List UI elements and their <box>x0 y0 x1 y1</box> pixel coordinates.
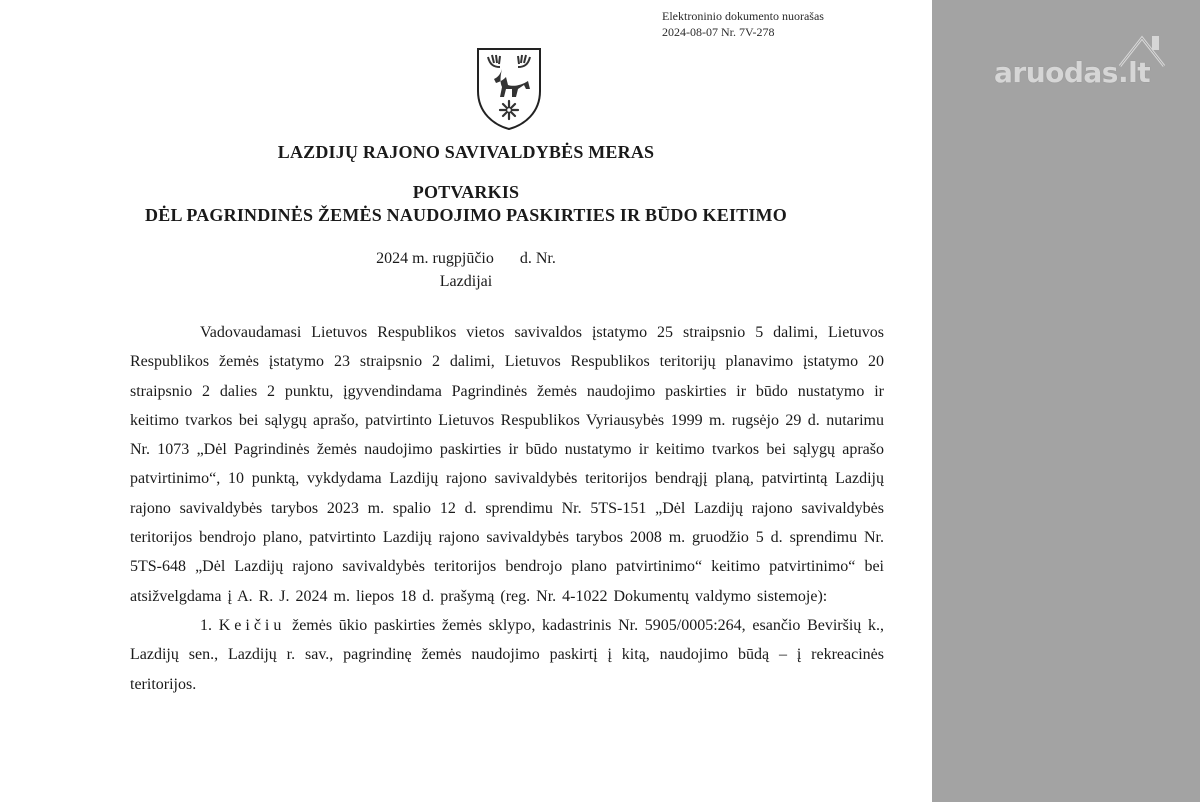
subject-heading: DĖL PAGRINDINĖS ŽEMĖS NAUDOJIMO PASKIRTIES IR BŪDO KEITIMO <box>145 205 787 225</box>
item-1-text: žemės ūkio paskirties žemės sklypo, kadastrinis Nr. 5905/0005:264, esančio Beviršių k., Lazdijų sen., Lazdijų r. sav., pagrindinę žemės naudojimo paskirtį į kitą, naudojimo būdą – į rekreacinės teritorijos. <box>130 616 885 693</box>
issuer-heading: LAZDIJŲ RAJONO SAVIVALDYBĖS MERAS <box>277 142 655 162</box>
paragraph-1: Vadovaudamasi Lietuvos Respublikos vietos savivaldos įstatymo 25 straipsnio 5 dalimi, Lietuvos Respublikos žemės įstatymo 23 straipsnio 2 dalimi, Lietuvos Respublikos teritorijų planavimo įstatymo 20 straipsnio 2 dalies 2 punktu, įgyvendindama Pagrindinės žemės naudojimo paskirties ir būdo nustatymo ir keitimo tvarkos bei sąlygų aprašo, patvirtinto Lietuvos Respublikos Vyriausybės 1999 m. rugsėjo 29 d. nutarimu Nr. 1073 „Dėl Pagrindinės žemės naudojimo paskirties ir būdo nustatymo ir keitimo tvarkos bei sąlygų aprašo patvirtinimo“, 10 punktą, vykdydama Lazdijų rajono savivaldybės teritorijos bendrąjį planą, patvirtintą Lazdijų rajono savivaldybės tarybos 2023 m. spalio 12 d. sprendimu Nr. 5TS-151 „Dėl Lazdijų rajono savivaldybės teritorijos bendrojo plano, patvirtinto Lazdijų rajono savivaldybės tarybos 2008 m. gruodžio 5 d. sprendimu Nr. 5TS-648 „Dėl Lazdijų rajono savivaldybės teritorijos bendrojo plano patvirtinimo“ keitimo patvirtinimo“ bei atsižvelgdama į A. R. J. 2024 m. liepos 18 d. prašymą (reg. Nr. 4-1022 Dokumentų valdymo sistemoje): <box>130 324 884 605</box>
document-body <box>130 318 884 699</box>
document-type-heading: POTVARKIS <box>412 182 520 202</box>
item-1-number: 1. <box>200 616 212 634</box>
registration-stamp <box>662 8 862 40</box>
date-text: 2024 m. rugpjūčio <box>376 250 494 267</box>
registration-line-1: Elektroninio dokumento nuorašas <box>662 9 824 23</box>
date-number-line <box>0 248 932 270</box>
item-1-verb: Keičiu <box>218 616 286 634</box>
watermark-text: aruodas.lt <box>994 56 1151 89</box>
aruodas-watermark <box>994 48 1174 92</box>
gray-side-panel <box>932 0 1200 802</box>
number-text: d. Nr. <box>519 250 556 267</box>
registration-line-2: 2024-08-07 Nr. 7V-278 <box>662 25 775 39</box>
item-1 <box>130 611 884 699</box>
place-line: Lazdijai <box>439 273 493 290</box>
coat-of-arms-elk-icon <box>474 45 544 131</box>
